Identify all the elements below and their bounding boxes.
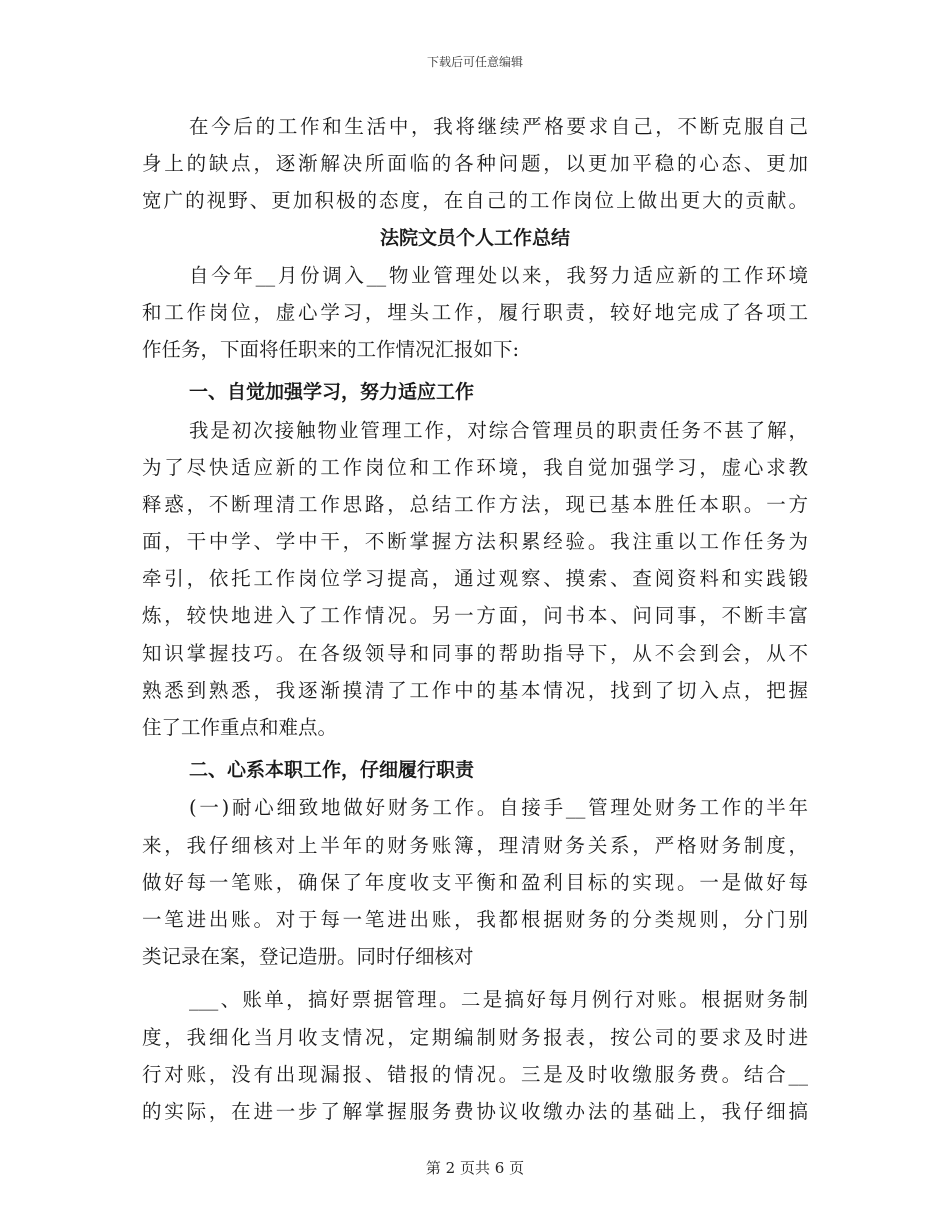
paragraph-line: (一)耐心细致地做好财务工作。自接手__管理处财务工作的半年	[189, 796, 808, 820]
paragraph-line: 知识掌握技巧。在各级领导和同事的帮助指导下，从不会到会，从不	[142, 641, 808, 665]
paragraph-line: 类记录在案，登记造册。同时仔细核对	[142, 945, 474, 969]
paragraph-line: 度，我细化当月收支情况，定期编制财务报表，按公司的要求及时进	[142, 1025, 808, 1049]
paragraph-line: 我是初次接触物业管理工作，对综合管理员的职责任务不甚了解，	[189, 418, 808, 442]
paragraph-line: 行对账，没有出现漏报、错报的情况。三是及时收缴服务费。结合__	[142, 1062, 808, 1086]
paragraph-line: 作任务，下面将任职来的工作情况汇报如下:	[142, 338, 520, 362]
paragraph-line: ___、账单，搞好票据管理。二是搞好每月例行对账。根据财务制	[189, 988, 808, 1012]
page-number-footer: 第 2 页共 6 页	[425, 1159, 525, 1177]
paragraph-line: 和工作岗位，虚心学习，埋头工作，履行职责，较好地完成了各项工	[142, 300, 808, 324]
header-note: 下载后可任意编辑	[426, 55, 523, 69]
section-heading: 一、自觉加强学习，努力适应工作	[189, 381, 475, 404]
paragraph-line: 自今年__月份调入__物业管理处以来，我努力适应新的工作环境	[189, 263, 808, 287]
paragraph-line: 来，我仔细核对上半年的财务账簿，理清财务关系，严格财务制度，	[142, 833, 808, 857]
paragraph-line: 面，干中学、学中干，不断掌握方法积累经验。我注重以工作任务为	[142, 530, 808, 554]
paragraph-line: 的实际，在进一步了解掌握服务费协议收缴办法的基础上，我仔细搞	[142, 1099, 808, 1123]
paragraph-line: 释惑，不断理清工作思路，总结工作方法，现已基本胜任本职。一方	[142, 492, 808, 516]
document-body	[142, 108, 808, 1130]
paragraph-line: 做好每一笔账，确保了年度收支平衡和盈利目标的实现。一是做好每	[142, 870, 808, 894]
document-title: 法院文员个人工作总结	[379, 226, 570, 249]
section-heading: 二、心系本职工作，仔细履行职责	[189, 759, 475, 782]
paragraph-line: 一笔进出账。对于每一笔进出账，我都根据财务的分类规则，分门别	[142, 907, 808, 931]
paragraph-line: 为了尽快适应新的工作岗位和工作环境，我自觉加强学习，虚心求教	[142, 455, 808, 479]
paragraph-line: 身上的缺点，逐渐解决所面临的各种问题，以更加平稳的心态、更加	[142, 152, 808, 176]
paragraph-line: 熟悉到熟悉，我逐渐摸清了工作中的基本情况，找到了切入点，把握	[142, 678, 808, 702]
paragraph-line: 炼，较快地进入了工作情况。另一方面，问书本、问同事，不断丰富	[142, 604, 808, 628]
paragraph-line: 在今后的工作和生活中，我将继续严格要求自己，不断克服自己	[189, 115, 808, 138]
paragraph-line: 住了工作重点和难点。	[142, 716, 338, 739]
paragraph-line: 宽广的视野、更加积极的态度，在自己的工作岗位上做出更大的贡献。	[142, 189, 808, 213]
paragraph-line: 牵引，依托工作岗位学习提高，通过观察、摸索、查阅资料和实践锻	[142, 567, 808, 591]
